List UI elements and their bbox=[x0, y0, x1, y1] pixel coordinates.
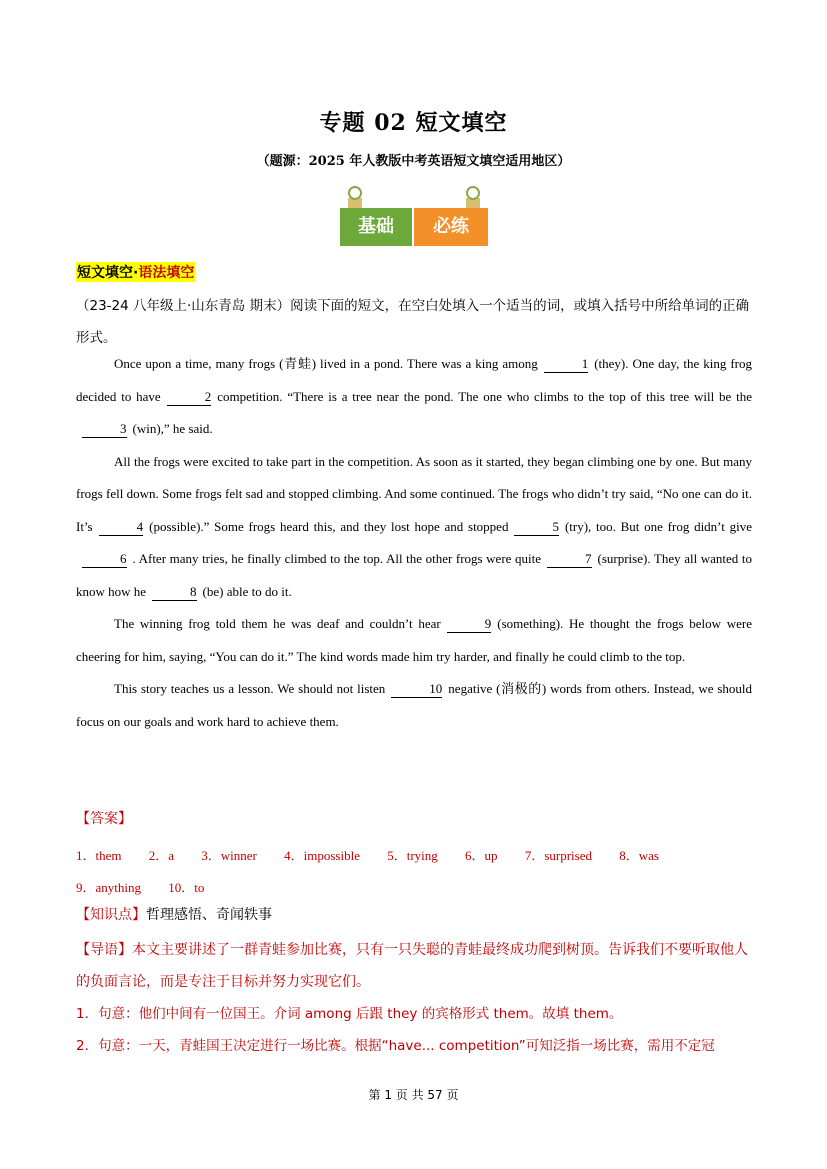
text-span: The winning frog told them he was deaf and couldn’t hear bbox=[114, 616, 441, 631]
answer-item: 4．impossible bbox=[284, 848, 360, 863]
document-title: 专题 02 短文填空 bbox=[319, 110, 508, 136]
blank-5: 5 bbox=[514, 519, 559, 536]
note-item: 2．句意：一天，青蛙国王决定进行一场比赛。根据“have... competition”可知泛指一场比赛，需用不定冠 bbox=[76, 1038, 715, 1054]
badge-right-label: 必练 bbox=[414, 208, 488, 246]
guide-text: 【导语】本文主要讲述了一群青蛙参加比赛，只有一只失聪的青蛙最终成功爬到树顶。告诉我们不要听取他人的负面言论，而是专注于目标并努力实现它们。 bbox=[76, 942, 748, 990]
text-span: competition. “There is a tree near the pond. The one who climbs to the top of this tree will be the bbox=[217, 388, 752, 404]
answer-item: 9．anything bbox=[76, 880, 141, 895]
text-span: negative (消极的) words from others. Instead, we should focus on our goals and work hard to achieve them. bbox=[76, 681, 752, 729]
section-heading bbox=[76, 262, 195, 282]
level-badge bbox=[340, 184, 488, 246]
blank-8: 8 bbox=[152, 584, 197, 601]
blank-10: 10 bbox=[391, 681, 442, 698]
text-span: (try), too. But one frog didn’t give bbox=[564, 518, 753, 534]
section-label-main: 短文填空· bbox=[77, 265, 139, 281]
text-span: (possible).” Some frogs heard this, and they lost hope and stopped bbox=[149, 518, 509, 534]
question-source: （23-24 八年级上·山东青岛 期末）阅读下面的短文，在空白处填入一个适当的词，或填入括号中所给单词的正确形式。 bbox=[76, 298, 750, 346]
text-span: All the frogs were excited to take part in the competition. As soon as it started, they began climbing one by one. But many frogs fell down. Some frogs felt sad and stopped climbing. And some continued. The frogs who didn’t try said, “No one can do it. It’s bbox=[76, 453, 752, 534]
answer-item: 7．surprised bbox=[524, 848, 592, 863]
passage bbox=[76, 348, 752, 738]
blank-9: 9 bbox=[447, 616, 492, 633]
paragraph-3 bbox=[76, 608, 752, 673]
text-span: Once upon a time, many frogs (青蛙) lived in a pond. There was a king among bbox=[114, 356, 538, 371]
page-number: 第 1 页 共 57 页 bbox=[368, 1088, 459, 1102]
paragraph-4 bbox=[76, 673, 752, 738]
answer-item: 10．to bbox=[168, 880, 205, 895]
text-span: (be) able to do it. bbox=[202, 583, 292, 599]
blank-2: 2 bbox=[167, 389, 212, 406]
answer-list bbox=[76, 840, 766, 904]
text-span: (surprise). They all wanted to know how he bbox=[76, 551, 752, 599]
answer-heading: 【答案】 bbox=[76, 811, 132, 827]
answer-item: 1．them bbox=[76, 848, 122, 863]
blank-7: 7 bbox=[547, 551, 592, 568]
section-label-sub: 语法填空 bbox=[138, 265, 195, 281]
answer-item: 6．up bbox=[465, 848, 498, 863]
answer-item: 8．was bbox=[619, 848, 659, 863]
blank-3: 3 bbox=[82, 421, 127, 438]
badge-left-label: 基础 bbox=[340, 208, 412, 246]
answer-item: 2．a bbox=[148, 848, 175, 863]
knowledge-label: 【知识点】 bbox=[76, 907, 146, 923]
text-span: (win),” he said. bbox=[132, 421, 213, 436]
paragraph-2 bbox=[76, 446, 752, 609]
paragraph-1 bbox=[76, 348, 752, 446]
text-span: This story teaches us a lesson. We should not listen bbox=[114, 681, 386, 696]
text-span: . After many tries, he finally climbed to the top. All the other frogs were quite bbox=[132, 551, 541, 566]
blank-6: 6 bbox=[82, 551, 127, 568]
blank-4: 4 bbox=[99, 519, 144, 536]
answer-item: 3．winner bbox=[201, 848, 257, 863]
answer-item: 5．trying bbox=[387, 848, 438, 863]
text-span: (they). One day, the king frog decided to have bbox=[76, 356, 752, 404]
explanation-notes bbox=[76, 998, 756, 1062]
knowledge-value: 哲理感悟、奇闻轶事 bbox=[146, 907, 272, 923]
note-item: 1．句意：他们中间有一位国王。介词 among 后跟 they 的宾格形式 them。故填 them。 bbox=[76, 1006, 623, 1022]
knowledge-point bbox=[76, 904, 272, 924]
blank-1: 1 bbox=[544, 356, 589, 373]
text-span: (something). He thought the frogs below were cheering for him, saying, “You can do it.” The kind words made him try harder, and finally he could climb to the top. bbox=[76, 616, 752, 664]
document-subtitle: （题源：2025 年人教版中考英语短文填空适用地区） bbox=[256, 154, 571, 169]
